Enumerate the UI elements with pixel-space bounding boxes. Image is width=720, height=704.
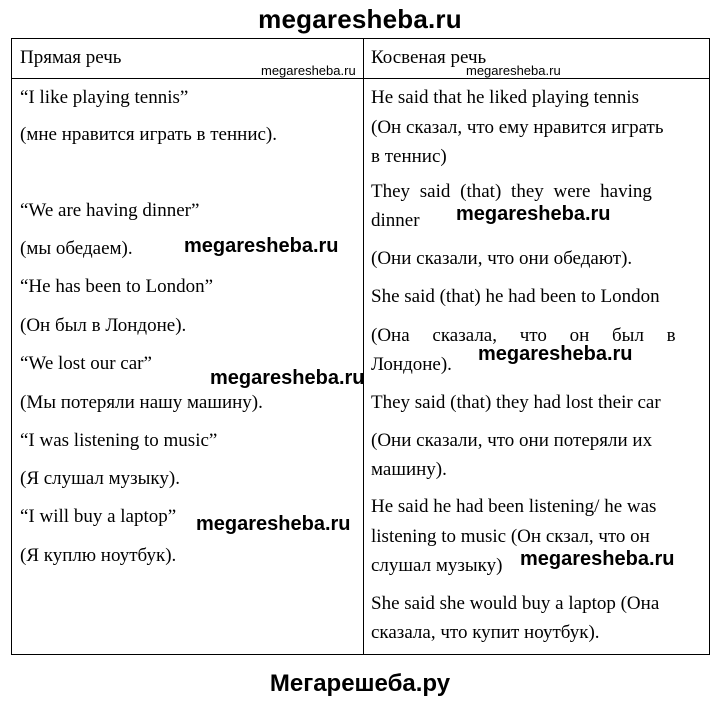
direct-line: “I like playing tennis”	[20, 87, 189, 108]
indirect-line: слушал музыку)	[371, 555, 503, 576]
site-title: megaresheba.ru	[258, 4, 462, 34]
header-divider	[12, 78, 709, 79]
column-divider	[363, 39, 364, 654]
speech-table	[11, 38, 710, 655]
direct-line: (Он был в Лондоне).	[20, 315, 187, 336]
direct-line: (Мы потеряли нашу машину).	[20, 392, 263, 413]
indirect-line: (Он сказал, что ему нравится играть	[371, 117, 664, 138]
watermark: megaresheba.ru	[520, 548, 675, 570]
indirect-line: They said (that) they were having	[371, 181, 652, 202]
indirect-line: He said that he liked playing tennis	[371, 87, 640, 108]
direct-line: “I was listening to music”	[20, 430, 218, 451]
watermark: megaresheba.ru	[184, 235, 339, 257]
direct-line: (Я слушал музыку).	[20, 468, 180, 489]
indirect-line: в теннис)	[371, 146, 447, 167]
watermark: megaresheba.ru	[261, 63, 356, 78]
watermark: megaresheba.ru	[466, 63, 561, 78]
header-indirect-speech: Косвеная речь	[371, 47, 487, 68]
header-direct-speech: Прямая речь	[20, 47, 122, 68]
indirect-line: She said she would buy a laptop (Она	[371, 593, 660, 614]
indirect-line: (Они сказали, что они обедают).	[371, 248, 633, 269]
direct-line: (мы обедаем).	[20, 238, 133, 259]
indirect-line: dinner	[371, 210, 420, 231]
direct-line: “We lost our car”	[20, 353, 152, 374]
indirect-line: машину).	[371, 459, 447, 480]
indirect-line: Лондоне).	[371, 354, 452, 375]
direct-line: (Я куплю ноутбук).	[20, 545, 177, 566]
direct-line: “I will buy a laptop”	[20, 506, 177, 527]
direct-line: “He has been to London”	[20, 276, 214, 297]
indirect-line: He said he had been listening/ he was	[371, 496, 657, 517]
indirect-line: She said (that) he had been to London	[371, 286, 660, 307]
indirect-line: (Она сказала, что он был в	[371, 325, 676, 346]
watermark: megaresheba.ru	[456, 203, 611, 225]
direct-line: (мне нравится играть в теннис).	[20, 124, 277, 145]
indirect-line: They said (that) they had lost their car	[371, 392, 661, 413]
watermark: megaresheba.ru	[478, 343, 633, 365]
indirect-line: (Они сказали, что они потеряли их	[371, 430, 653, 451]
direct-line: “We are having dinner”	[20, 200, 200, 221]
indirect-line: сказала, что купит ноутбук).	[371, 622, 600, 643]
footer-title: Мегарешеба.ру	[269, 670, 451, 697]
indirect-line: listening to music (Он скзал, что он	[371, 526, 650, 547]
watermark: megaresheba.ru	[210, 367, 365, 389]
watermark: megaresheba.ru	[196, 513, 351, 535]
